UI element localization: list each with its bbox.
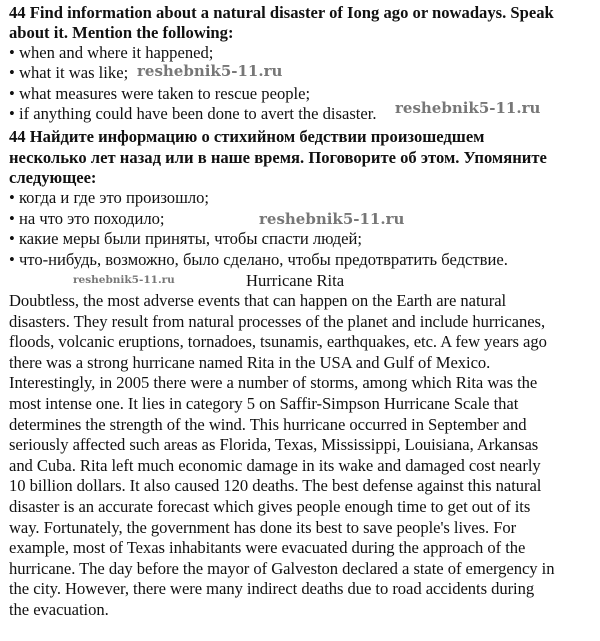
watermark: reshebnik5-11.ru <box>73 274 175 286</box>
essay-line: way. Fortunately, the government has done its best to save people's lives. For <box>9 517 517 537</box>
task-heading-line: 44 Find information about a natural disaster of Iong ago or nowadays. Speak <box>9 3 554 22</box>
task-heading-line: следующее: <box>9 168 97 187</box>
essay-line: disaster is an accurate forecast which gives people enough time to get out of its <box>9 497 531 516</box>
watermark: reshebnik5-11.ru <box>259 210 405 228</box>
essay-line: Doubtless, the most adverse events that can happen on the Earth are natural <box>9 291 507 310</box>
essay-line: the city. However, there were many indirect deaths due to road accidents during <box>9 579 535 599</box>
essay-line: example, most of Texas inhabitants were evacuated during the approach of the <box>9 538 526 558</box>
essay-line: 10 billion dollars. It also caused 120 deaths. The best defense against this natural <box>9 476 542 496</box>
bullet-item: • what it was like; <box>9 63 129 82</box>
bullet-item: • какие меры были приняты, чтобы спасти людей; <box>9 229 363 248</box>
watermark: reshebnik5-11.ru <box>137 62 283 80</box>
essay-line: Interestingly, in 2005 there were a number of storms, among which Rita was the <box>9 373 538 393</box>
essay-line: hurricane. The day before the mayor of Galveston declared a state of emergency in <box>9 558 555 578</box>
essay-line: the evacuation. <box>9 600 109 619</box>
essay-line: floods, volcanic eruptions, tornadoes, tsunamis, earthquakes, etc. A few years ago <box>9 332 547 352</box>
essay-title: Hurricane Rita <box>246 271 345 290</box>
essay-line: and Cuba. Rita left much economic damage in its wake and damaged cost nearly <box>9 455 541 475</box>
task-heading-line: несколько лет назад или в наше время. Поговорите об этом. Упомяните <box>9 148 547 167</box>
task-heading-line: 44 Найдите информацию о стихийном бедствии произошедшем <box>9 127 485 146</box>
bullet-item: • when and where it happened; <box>9 43 214 62</box>
bullet-item: • if anything could have been done to avert the disaster. <box>9 104 377 123</box>
bullet-item: • что-нибудь, возможно, было сделано, чтобы предотвратить бедствие. <box>9 250 508 269</box>
essay-line: most intense one. It lies in category 5 on Saffir-Simpson Hurricane Scale that <box>9 394 519 413</box>
task-heading-line: about it. Mention the following: <box>9 23 234 42</box>
bullet-item: • когда и где это произошло; <box>9 188 210 207</box>
bullet-item: • what measures were taken to rescue people; <box>9 84 311 103</box>
watermark: reshebnik5-11.ru <box>395 99 541 117</box>
essay-line: disasters. They result from natural processes of the planet and include hurricanes, <box>9 311 546 331</box>
essay-line: determines the strength of the wind. This hurricane occurred in September and <box>9 414 527 434</box>
essay-line: there was a strong hurricane named Rita in the USA and Gulf of Mexico. <box>9 352 491 372</box>
essay-line: seriously affected such areas as Florida, Texas, Mississippi, Louisiana, Arkansas <box>9 435 539 455</box>
bullet-item: • на что это походило; <box>9 209 165 228</box>
